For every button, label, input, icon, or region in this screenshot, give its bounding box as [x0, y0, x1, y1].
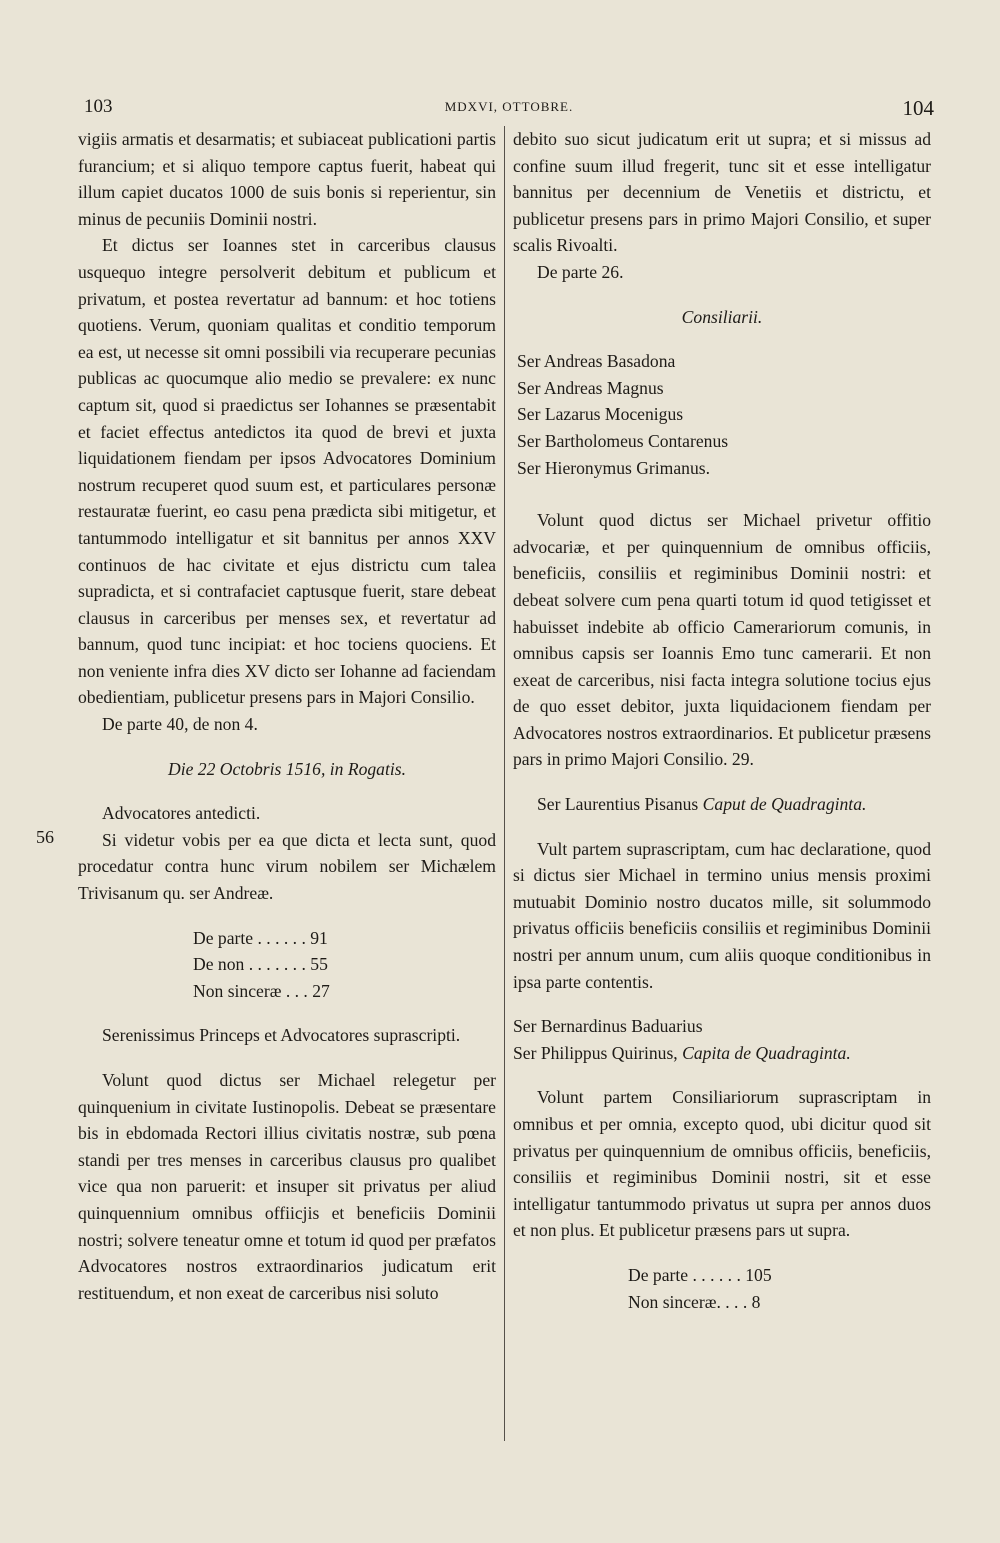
spacer [513, 481, 931, 507]
vote-non-sincerae: Non sinceræ. . . . 8 [628, 1291, 761, 1312]
spacer [513, 286, 931, 304]
vote-tally [193, 925, 496, 1005]
left-column [78, 126, 496, 1306]
paragraph: Et dictus ser Ioannes stet in carceribus clausus usquequo integre persolverit debitum et publicum et privatum, et postea revertatur ad bannum: et hoc totiens quotiens. Verum, quoniam qualitas et conditio temporum ea est, ut necesse sit omni possibili via recuperare pecunias publicas ac quocumque alio medio se prevalere: ex nunc captum sit, quod si praedictus ser Iohannes se præsentabit et faciet effectus antedictos ita quod de brevi et juxta liquidationem fiendam per ipsos Advocatores Dominium nostrum recuperet quod suum est, et particulares personæ restauratæ fuerint, eo casu pena prædicta sibi mitigetur, et tantummodo intelligatur et sit bannitus per annos XXV continuos de hac civitate et ejus districtu cum talea supradicta, et si contrafaciet captusque fuerit, stare debeat clausus in carceribus per menses sex, et revertatur ad bannum, quod tunc incipiat: et hoc tociens quociens. Et non veniente infra dies XV dicto ser Iohanne ad faciendam obedientiam, publicetur presens pars in Majori Consilio. [78, 235, 496, 708]
councillor-name: Ser Hieronymus Grimanus. [517, 457, 711, 478]
vote-result: De parte 40, de non 4. [102, 714, 258, 735]
councillor-name: Ser Bartholomeus Contarenus [517, 430, 729, 451]
spacer [78, 907, 496, 925]
column-divider [504, 126, 505, 1441]
councillor-name: Ser Andreas Basadona [517, 351, 676, 372]
speaker-title: Capita de Quadraginta. [682, 1042, 851, 1063]
spacer [78, 1004, 496, 1022]
speaker-label: Advocatores antedicti. [102, 803, 261, 824]
spacer [78, 782, 496, 800]
councillor-name: Ser Andreas Magnus [517, 377, 664, 398]
councillor-name: Ser Lazarus Mocenigus [517, 404, 684, 425]
running-title: MDXVI, OTTOBRE. [444, 99, 574, 114]
session-heading: Die 22 Octobris 1516, in Rogatis. [168, 758, 406, 779]
vote-de-parte: De parte . . . . . . 91 [193, 927, 328, 948]
paragraph: debito suo sicut judicatum erit ut supra; et si missus ad confine suum illud fregerit, tunc sit et esse intelligatur bannitus per decennium de Venetiis et districtu, et publicetur presens pars in primo Majori Consilio, et super scalis Rivoalti. [513, 129, 931, 256]
spacer [513, 773, 931, 791]
spacer [513, 330, 931, 348]
spacer [513, 1244, 931, 1262]
running-header [84, 96, 934, 120]
paragraph: vigiis armatis et desarmatis; et subiaceat publicationi partis furancium; et si aliquo tempore captus fuerit, habeat qui illum capiet ducatos 1000 de suis bonis si reperientur, sin minus de pecuniis Dominii nostri. [78, 129, 496, 229]
vote-result: De parte 26. [537, 261, 624, 282]
vote-tally [628, 1262, 931, 1315]
spacer [78, 738, 496, 756]
spacer [513, 995, 931, 1013]
paragraph: Volunt quod dictus ser Michael privetur offitio advocariæ, et per quinquennium de omnibus officiis, beneficiis, consiliis et regiminibus Dominii nostri: et debeat solvere cum pena quarti totum id quod tetigisset et habuisset indebite ab officio Camerariorum comunis, in omnibus capsis ser Ioannis Emo tunc camerarii. Et non exeat de carceribus, nisi facta integra solutione tocius ejus de quo esset debitor, juxta liquidacionem fiendam per Advocatores nostros extraordinarios. Et publicetur præsens pars in primo Majori Consilio. 29. [513, 510, 931, 770]
spacer [78, 1049, 496, 1067]
paragraph: Vult partem suprascriptam, cum hac declaratione, quod si dictus sier Michael in termino unius mensis proximi mutuabit Dominio nostro ducatos mille, sit solummodo privatus officiis beneficiis consiliis et regiminibus Dominii nostri per annum unum, cum aliis quoque conditionibus in ipsa parte contentis. [513, 838, 931, 992]
vote-de-parte: De parte . . . . . . 105 [628, 1264, 772, 1285]
paragraph: Si videtur vobis per ea que dicta et lecta sunt, quod procedatur contra hunc virum nobilem ser Michælem Trivisanum qu. ser Andreæ. [78, 829, 496, 904]
page-number-right: 104 [902, 96, 934, 120]
councillor-list [513, 348, 931, 481]
paragraph: Volunt quod dictus ser Michael relegetur per quinquenium in civitate Iustinopolis. Debeat se præsentare bis in ebdomada Rectori illius civitatis nostræ, sub pœna standi per tres menses in carceribus clausus pro qualibet vice qua non paruerit: et insuper sit privatus per aliud quinquennium omnibus offiicjis et beneficiis Dominii nostri; solvere teneatur omne et totum id quod per præfatos Advocatores nostros extraordinarios judicatum erit restituendum, et non exeat de carceribus nisi soluto [78, 1070, 496, 1303]
vote-de-non: De non . . . . . . . 55 [193, 954, 328, 975]
page-number-left: 103 [84, 96, 113, 117]
section-heading-consiliarii: Consiliarii. [681, 306, 763, 327]
speaker-title: Caput de Quadraginta. [702, 794, 867, 815]
speaker-name: Ser Bernardinus Baduarius [513, 1016, 703, 1037]
spacer [513, 1066, 931, 1084]
speaker-laurentius [513, 791, 931, 818]
paragraph: Volunt partem Consiliariorum suprascriptam in omnibus et per omnia, excepto quod, ubi dicitur quod sit privatus per quinquennium de omnibus officiis, beneficiis, consiliis et regiminibus Dominii nostri, sit et esse intelligatur tantummodo privatus ut supra per annos duos et non plus. Et publicetur præsens pars ut supra. [513, 1087, 931, 1241]
right-column [513, 126, 931, 1315]
speaker-label: Serenissimus Princeps et Advocatores suprascripti. [102, 1025, 461, 1046]
vote-non-sincerae: Non sinceræ . . . 27 [193, 980, 330, 1001]
speaker-philippus [513, 1040, 931, 1067]
speaker-name: Ser Laurentius Pisanus [537, 794, 699, 815]
spacer [513, 818, 931, 836]
margin-number: 56 [36, 827, 54, 847]
speaker-name: Ser Philippus Quirinus, [513, 1042, 678, 1063]
